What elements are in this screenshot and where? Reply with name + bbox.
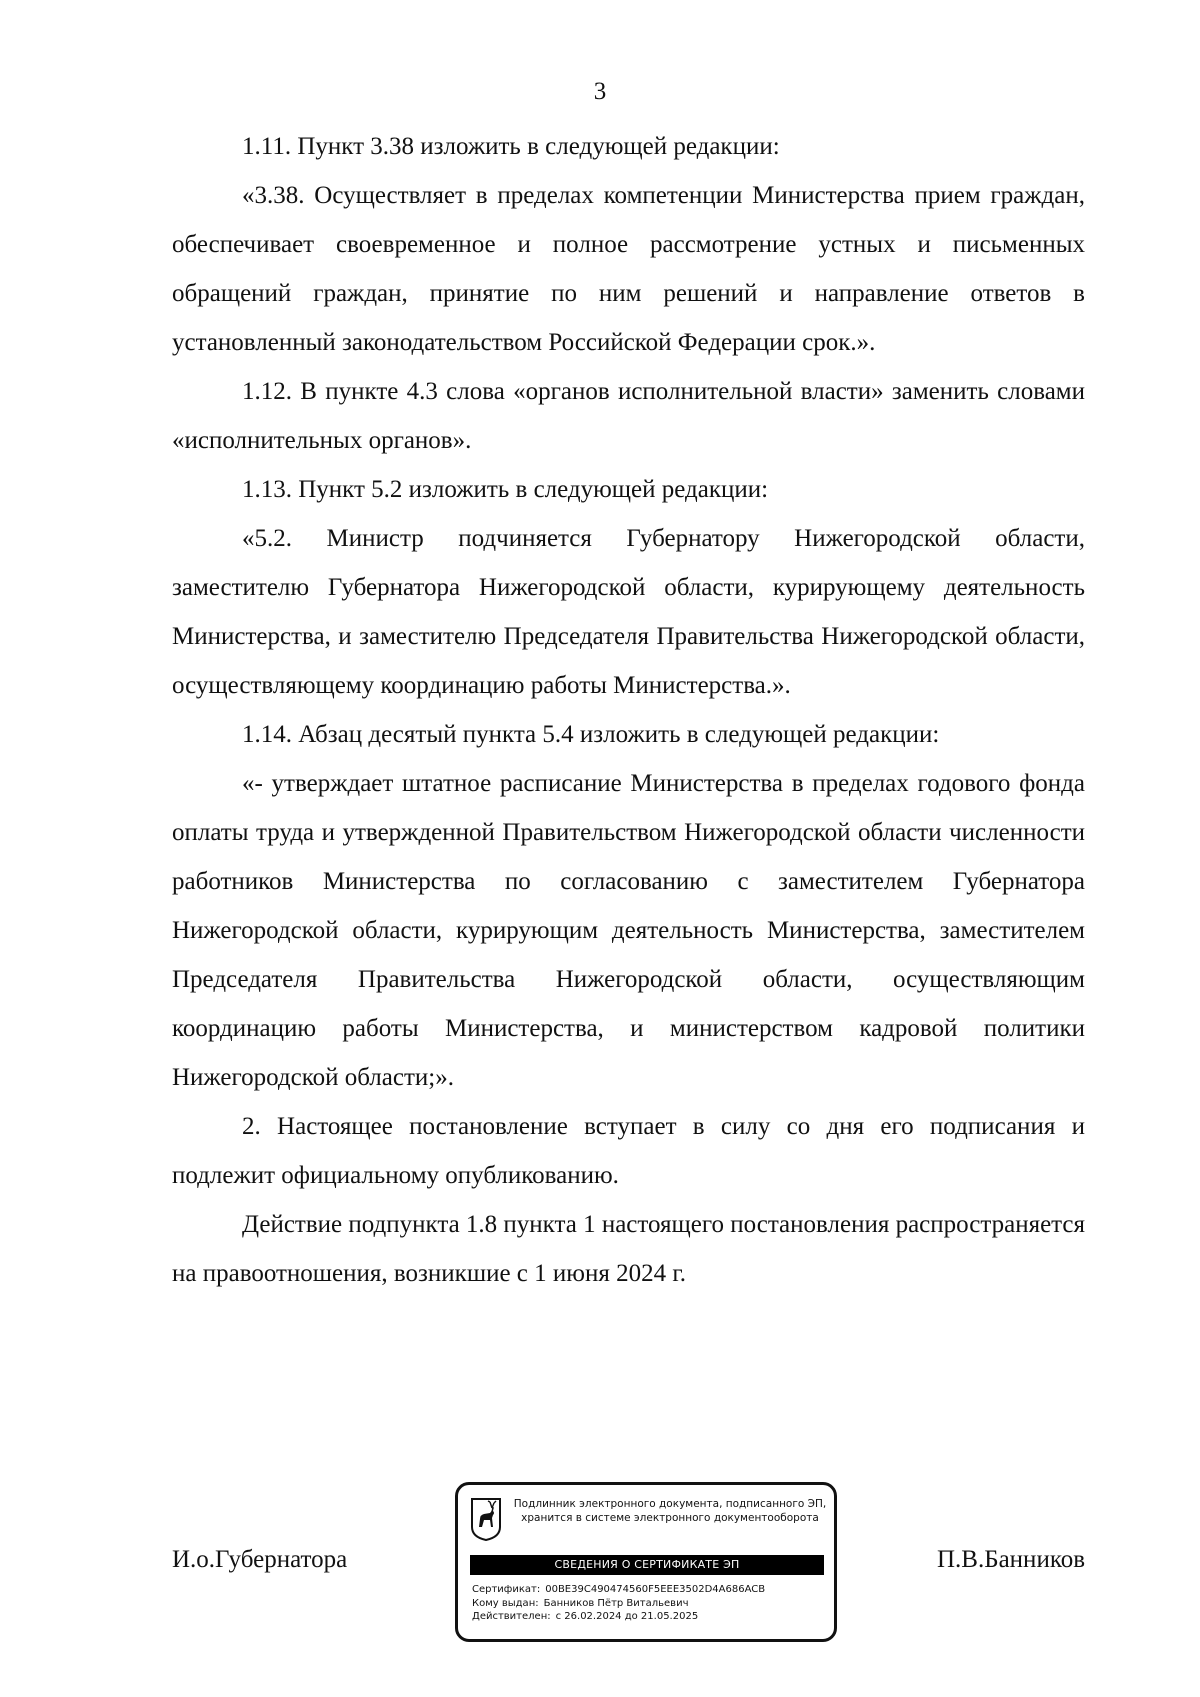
signatory-name: П.В.Банников bbox=[937, 1546, 1085, 1573]
paragraph-3-38-text: «3.38. Осуществляет в пределах компетенции Министерства прием граждан, обеспечивает своевременное и полное рассмотрение устных и письменных обращений граждан, принятие по ним решений и направление ответов в установленный законодательством Российской Федерации срок.». bbox=[172, 182, 1085, 356]
stamp-header-line-2: хранится в системе электронного документооборота bbox=[521, 1512, 819, 1524]
paragraph-1-13: 1.13. Пункт 5.2 изложить в следующей редакции: bbox=[242, 476, 769, 503]
document-body bbox=[172, 122, 1085, 1298]
deer-coat-of-arms-icon bbox=[470, 1497, 502, 1541]
certificate-info-bar: СВЕДЕНИЯ О СЕРТИФИКАТЕ ЭП bbox=[470, 1555, 824, 1575]
paragraph-1-12: 1.12. В пункте 4.3 слова «органов исполнительной власти» заменить словами «исполнительных органов». bbox=[172, 378, 1085, 454]
certificate-row bbox=[472, 1583, 826, 1597]
paragraph-2: 2. Настоящее постановление вступает в силу со дня его подписания и подлежит официальному опубликованию. bbox=[172, 1113, 1085, 1189]
paragraph-effect: Действие подпункта 1.8 пункта 1 настоящего постановления распространяется на правоотношения, возникшие с 1 июня 2024 г. bbox=[172, 1211, 1086, 1287]
issued-to-label: Кому выдан: bbox=[472, 1597, 539, 1609]
paragraph-1-11: 1.11. Пункт 3.38 изложить в следующей редакции: bbox=[242, 133, 780, 160]
paragraph-5-2-text: «5.2. Министр подчиняется Губернатору Нижегородской области, заместителю Губернатора Нижегородской области, курирующему деятельность Министерства, и заместителю Председателя Правительства Нижегородской области, осуществляющему координацию работы Министерства.». bbox=[172, 525, 1085, 699]
paragraph-1-14: 1.14. Абзац десятый пункта 5.4 изложить в следующей редакции: bbox=[242, 721, 940, 748]
stamp-header-line-1: Подлинник электронного документа, подписанного ЭП, bbox=[513, 1498, 827, 1510]
issued-to-value: Банников Пётр Витальевич bbox=[543, 1597, 689, 1609]
certificate-value: 00BE39C490474560F5EEE3502D4A686ACB bbox=[545, 1584, 766, 1595]
page-number: 3 bbox=[593, 78, 607, 105]
certificate-label: Сертификат: bbox=[472, 1584, 541, 1595]
stamp-header bbox=[510, 1497, 830, 1525]
electronic-signature-stamp bbox=[455, 1482, 837, 1642]
valid-value: с 26.02.2024 до 21.05.2025 bbox=[555, 1611, 699, 1622]
signatory-position: И.о.Губернатора bbox=[172, 1546, 348, 1573]
certificate-details bbox=[472, 1583, 826, 1624]
valid-label: Действителен: bbox=[472, 1611, 551, 1622]
valid-row bbox=[472, 1610, 826, 1624]
issued-to-row bbox=[472, 1597, 826, 1611]
paragraph-5-4-text: «- утверждает штатное расписание Министерства в пределах годового фонда оплаты труда и утвержденной Правительством Нижегородской области численности работников Министерства по согласованию с заместителем Губернатора Нижегородской области, курирующим деятельность Министерства, заместителем Председателя Правительства Нижегородской области, осуществляющим координацию работы Министерства, и министерством кадровой политики Нижегородской области;». bbox=[172, 770, 1085, 1091]
